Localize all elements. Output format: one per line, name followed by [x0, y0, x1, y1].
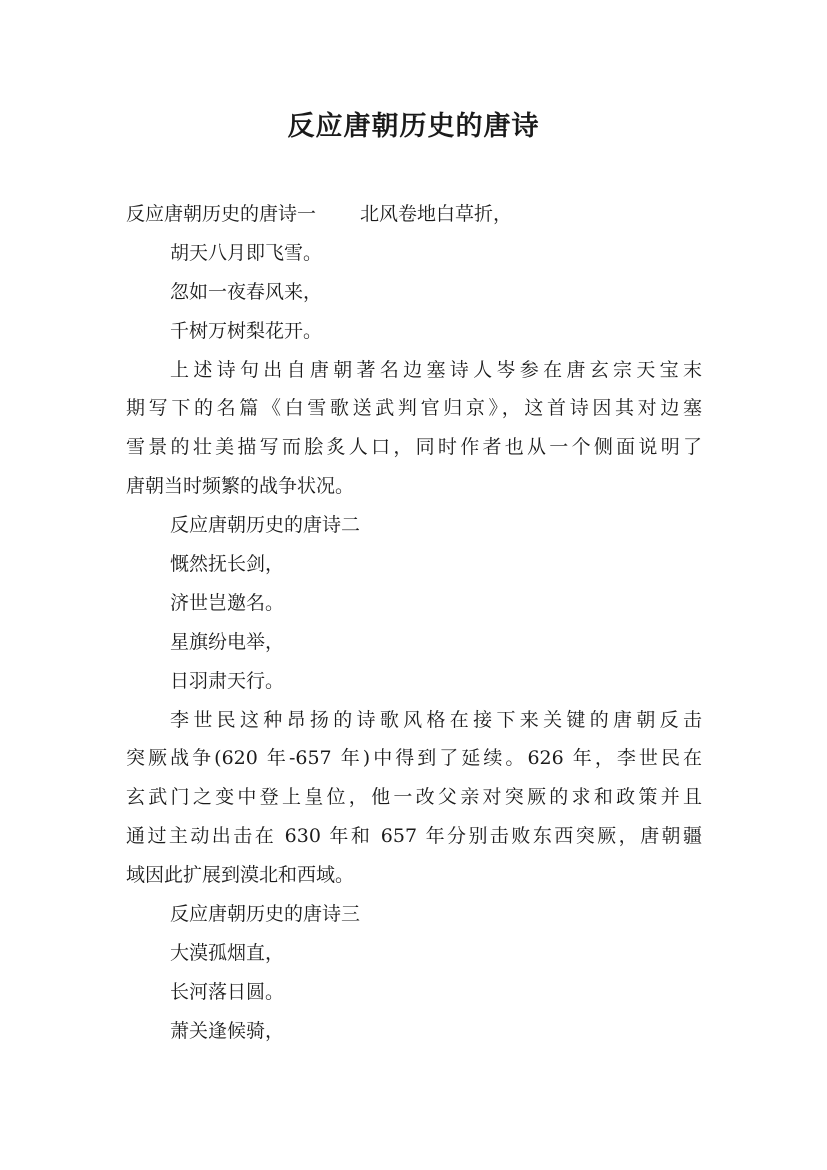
document-title: 反应唐朝历史的唐诗 [287, 111, 540, 142]
section3-heading: 反应唐朝历史的唐诗三 [170, 903, 361, 926]
poem3-line-2: 萧关逢候骑， [170, 1019, 285, 1042]
poem1-line-1: 胡天八月即飞雪。 [170, 241, 323, 264]
para1-line-1: 期写下的名篇《白雪歌送武判官归京》，这首诗因其对边塞 [126, 397, 702, 420]
para1-line-0: 上述诗句出自唐朝著名边塞诗人岑参在唐玄宗天宝末 [170, 358, 702, 381]
poem3-line-0: 大漠孤烟直， [170, 941, 285, 964]
para2-line-0: 李世民这种昂扬的诗歌风格在接下来关键的唐朝反击 [170, 708, 702, 731]
para1-line-3: 唐朝当时频繁的战争状况。 [126, 475, 355, 498]
document-body [126, 195, 702, 1051]
poem1-line-3: 千树万树梨花开。 [170, 319, 323, 342]
poem1-line-2: 忽如一夜春风来， [170, 280, 323, 303]
poem2-line-1: 济世岂邀名。 [170, 591, 285, 614]
poem2-line-0: 慨然抚长剑， [170, 553, 285, 576]
para2-line-4: 域因此扩展到漠北和西域。 [126, 864, 355, 887]
section2-heading: 反应唐朝历史的唐诗二 [170, 514, 361, 537]
poem2-line-3: 日羽肃天行。 [170, 669, 285, 692]
para2-line-2: 玄武门之变中登上皇位，他一改父亲对突厥的求和政策并且 [126, 786, 702, 809]
para2-line-1: 突厥战争(620 年-657 年)中得到了延续。626 年，李世民在 [126, 747, 702, 770]
section1-heading: 反应唐朝历史的唐诗一 [126, 203, 317, 225]
section1-first-line [126, 195, 702, 234]
para2-line-3: 通过主动出击在 630 年和 657 年分别击败东西突厥，唐朝疆 [126, 825, 702, 848]
poem3-line-1: 长河落日圆。 [170, 980, 285, 1003]
poem1-line-0: 北风卷地白草折， [360, 203, 513, 225]
poem2-line-2: 星旗纷电举， [170, 630, 285, 653]
para1-line-2: 雪景的壮美描写而脍炙人口，同时作者也从一个侧面说明了 [126, 436, 702, 459]
